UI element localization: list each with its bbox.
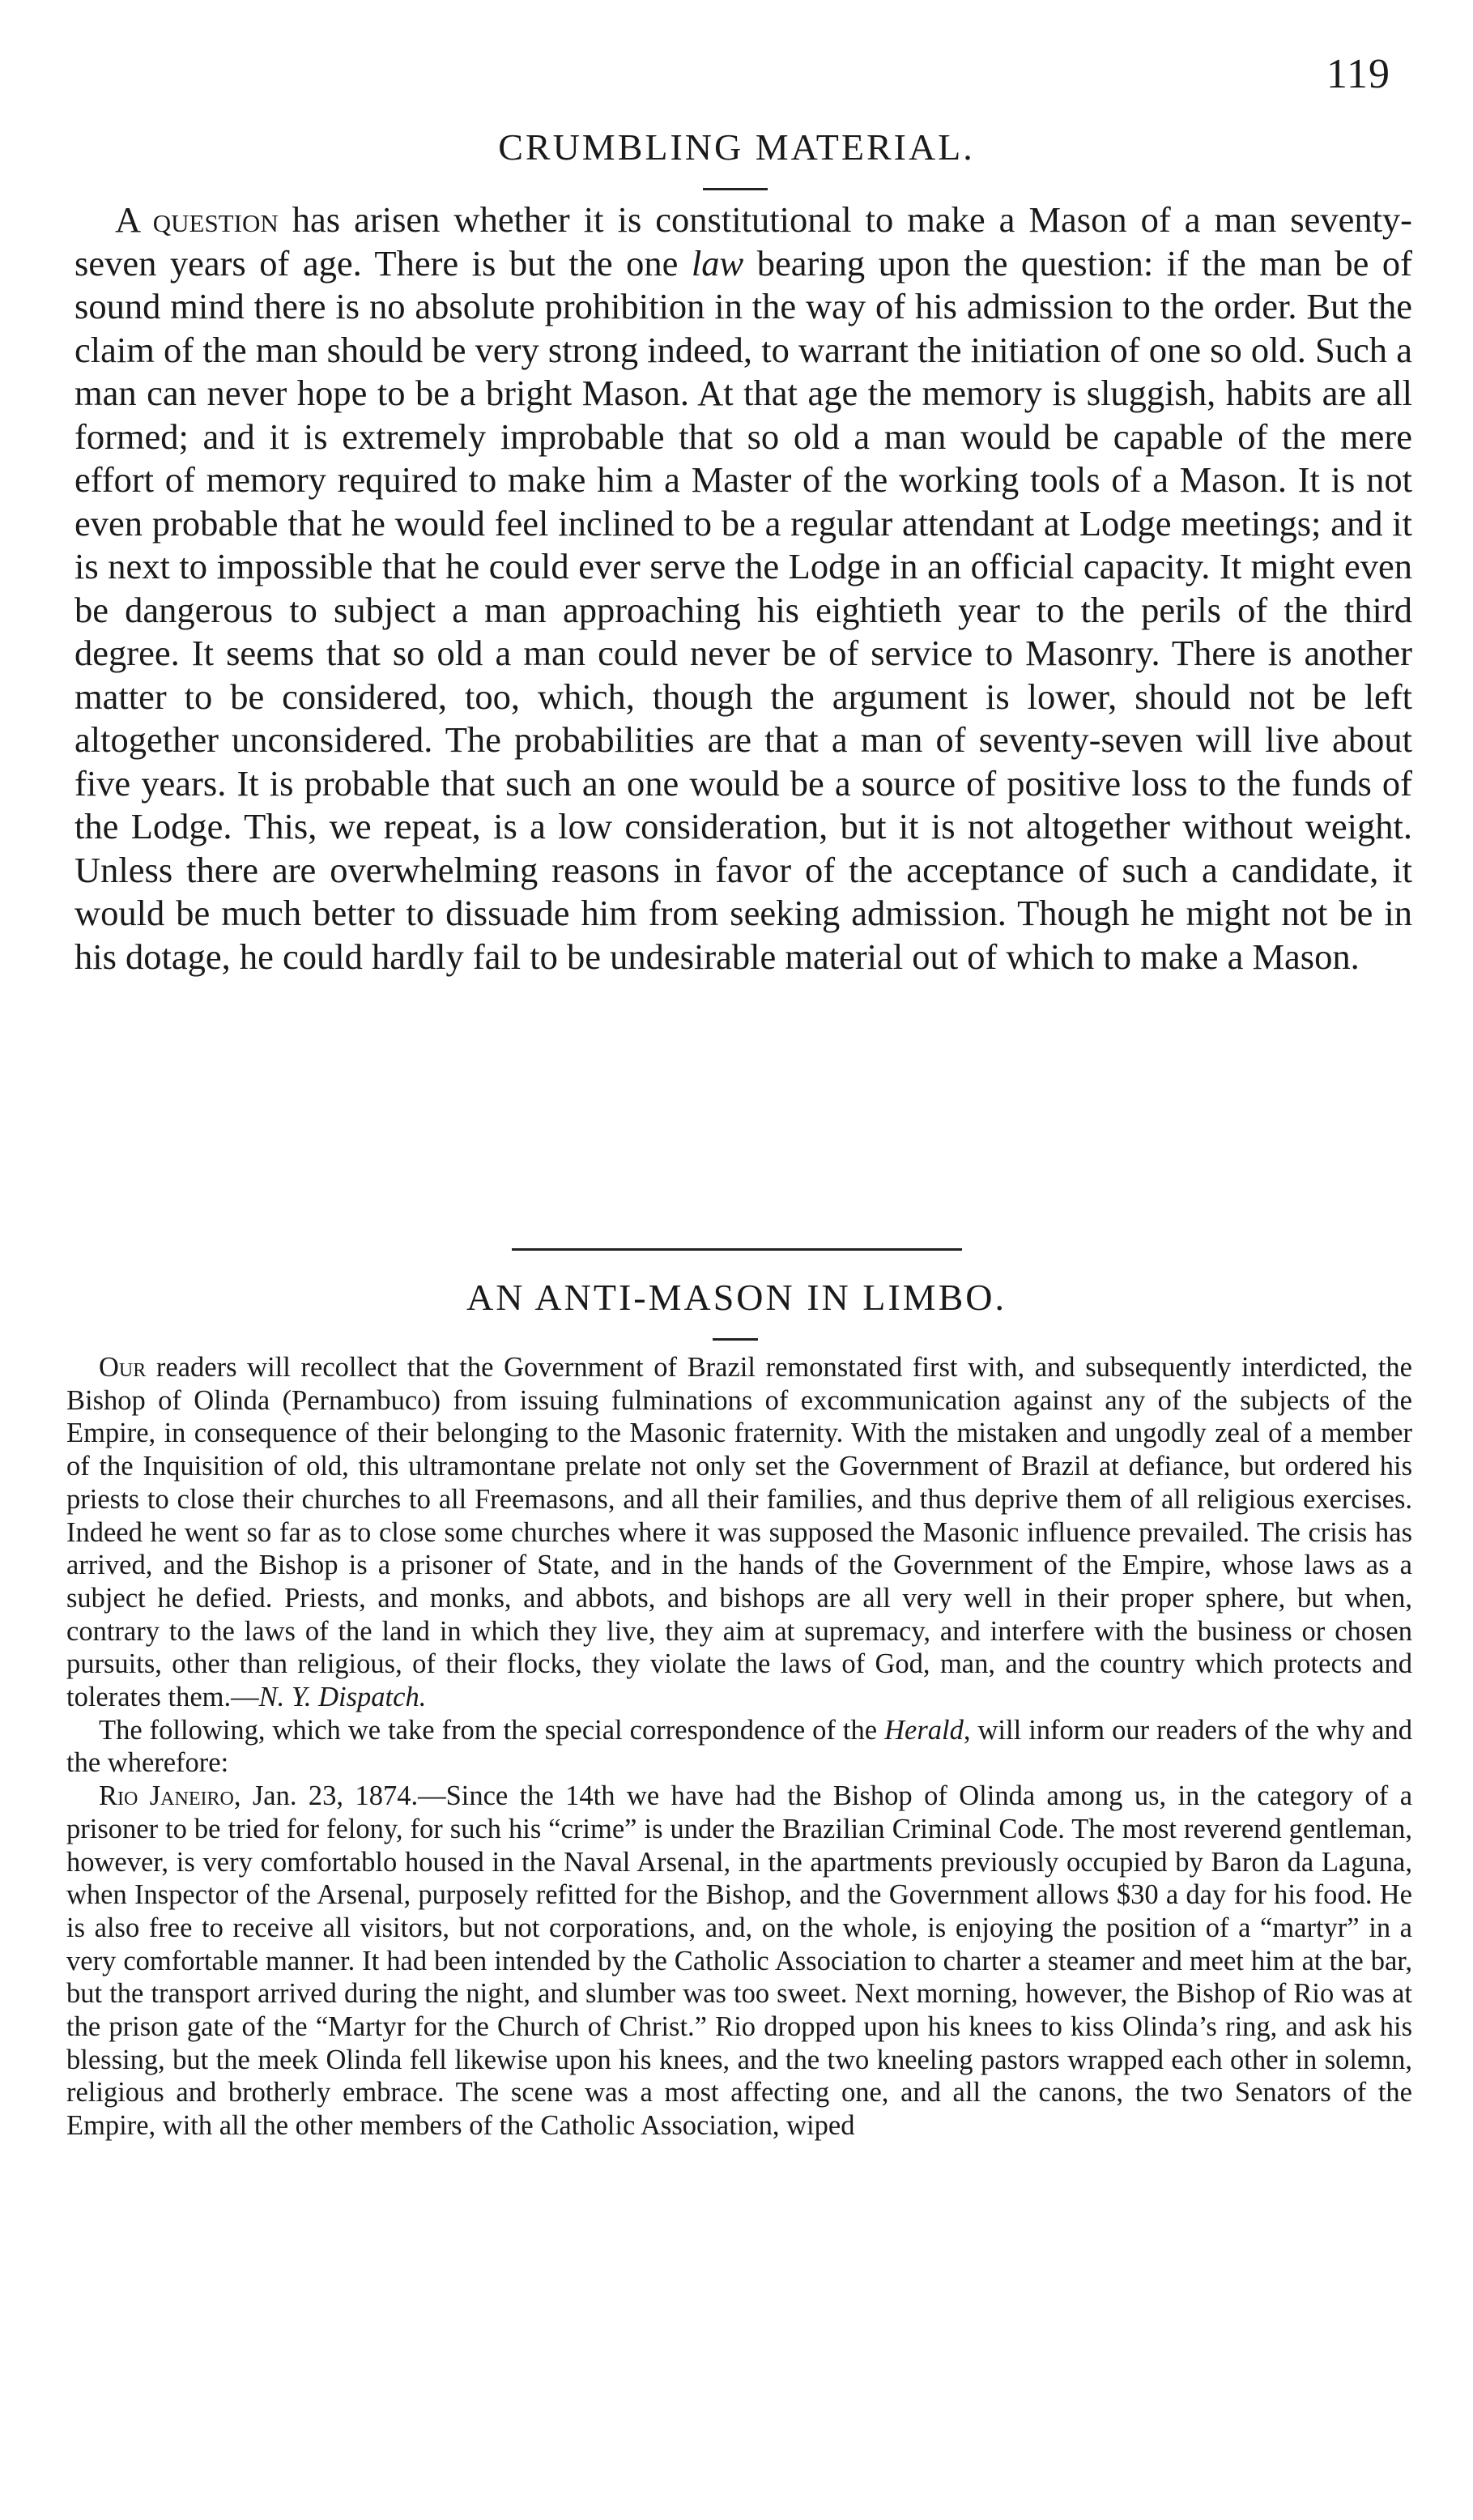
- page-number: 119: [1326, 51, 1390, 97]
- paragraph-text: , Jan. 23, 1874.—Since the 14th we have had the Bishop of Olinda among us, in the category of a prisoner to be tried for felony, for such his “crime” is under the Brazilian Criminal Code. The most reverend gentleman, however, is very comfortablo housed in the Naval Arsenal, in the apartments previously occupied by Baron da Laguna, when Inspector of the Arsenal, purposely refitted for the Bishop, and the Government allows $30 a day for his food. He is also free to receive all visitors, but not corporations, and, on the whole, is enjoying the position of a “martyr” in a very comfortable manner. It had been intended by the Catholic Association to charter a steamer and meet him at the bar, but the transport arrived during the night, and slumber was too sweet. Next morning, however, the Bishop of Rio was at the prison gate of the “Martyr for the Church of Christ.” Rio dropped upon his knees to kiss Olinda’s ring, and ask his blessing, but the meek Olinda fell likewise upon his knees, and the two kneeling pastors wrapped each other in solemn, religious and brotherly embrace. The scene was a most affecting one, and all the canons, the two Senators of the Empire, with all the other members of the Catholic Association, wiped: [66, 1780, 1413, 2142]
- article-paragraph: [66, 1714, 1412, 1780]
- article-paragraph: [66, 1351, 1412, 1714]
- source-attribution: N. Y. Dispatch.: [258, 1682, 427, 1713]
- article-body-anti-mason-in-limbo: [66, 1351, 1412, 2143]
- emphasis-text: Herald: [884, 1714, 964, 1746]
- paragraph-text: The following, which we take from the special correspondence of the: [99, 1714, 885, 1746]
- article-body-crumbling-material: [75, 198, 1412, 979]
- emphasis-text: law: [691, 242, 744, 284]
- article-paragraph: [66, 1780, 1412, 2143]
- paragraph-text: readers will recollect that the Government of Brazil remonstated first with, and subsequently interdicted, the Bishop of Olinda (Pernambuco) from issuing fulminations of excommunication against any of the subjects of the Empire, in consequence of their belonging to the Masonic fraternity. With the mistaken and ungodly zeal of a member of the Inquisition of old, this ultramontane prelate not only set the Government of Brazil at defiance, but ordered his priests to close their churches to all Freemasons, and all their families, and thus deprive them of all religious exercises. Indeed he went so far as to close some churches where it was supposed the Masonic influence prevailed. The crisis has arrived, and the Bishop is a prisoner of State, and in the hands of the Government of the Empire, whose laws as a subject he defied. Priests, and monks, and abbots, and bishops are all very well in their proper sphere, but when, contrary to the laws of the land in which they live, they aim at supremacy, and interfere with the business or chosen pursuits, other than religious, of their flocks, they violate the laws of God, man, and the country which protects and tolerates them.—: [66, 1352, 1412, 1713]
- title-underline-rule: [703, 188, 768, 190]
- paragraph-text: has arisen whether it is constitutional to make a Mason of a man seventy-seven years of age. There is but the one: [75, 199, 1412, 284]
- paragraph-text: , will inform our readers of the why and the wherefore:: [66, 1714, 1412, 1779]
- paragraph-text: bearing upon the question: if the man be of sound mind there is no absolute prohibition in the way of his admission to the order. But the claim of the man should be very strong indeed, to warrant the initiation of one so old. Such a man can never hope to be a bright Mason. At that age the memory is sluggish, habits are all formed; and it is extremely improbable that so old a man would be capable of the mere effort of memory required to make him a Master of the working tools of a Mason. It is not even probable that he would feel inclined to be a regular attendant at Lodge meetings; and it is next to impossible that he could ever serve the Lodge in an official capacity. It might even be dangerous to subject a man approaching his eightieth year to the perils of the third degree. It seems that so old a man could never be of service to Masonry. There is another matter to be considered, too, which, though the argument is lower, should not be left altogether unconsidered. The probabilities are that a man of seventy-seven will live about five years. It is probable that such an one would be a source of positive loss to the funds of the Lodge. This, we repeat, is a low consideration, but it is not altogether without weight. Unless there are overwhelming reasons in favor of the acceptance of such a candidate, it would be much better to dissuade him from seeking admission. Though he might not be in his dotage, he could hardly fail to be undesirable material out of which to make a Mason.: [75, 242, 1412, 977]
- lead-in: A question: [115, 199, 279, 240]
- lead-in: Rio Janeiro: [99, 1780, 234, 1812]
- title-underline-rule: [713, 1338, 758, 1341]
- article-paragraph: [75, 198, 1412, 979]
- section-divider-rule: [512, 1248, 962, 1251]
- article-title-crumbling-material: CRUMBLING MATERIAL.: [498, 126, 975, 168]
- lead-in: Our: [99, 1352, 147, 1383]
- article-title-anti-mason-in-limbo: AN ANTI-MASON IN LIMBO.: [466, 1277, 1007, 1318]
